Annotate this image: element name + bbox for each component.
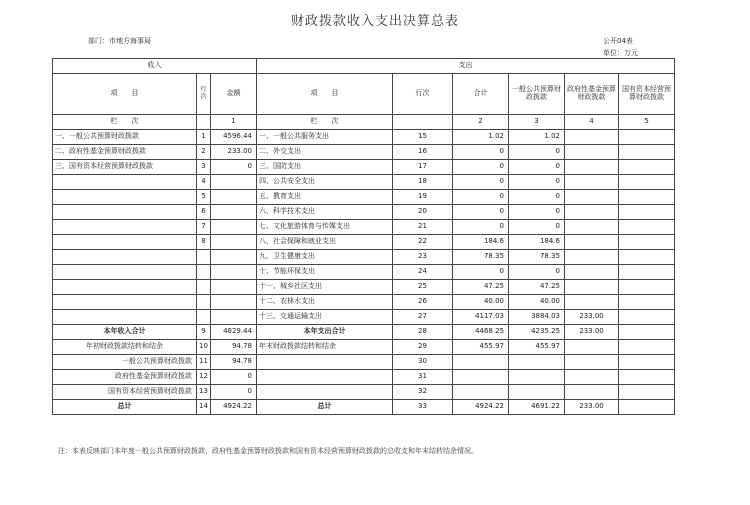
income-rownum [197,280,211,295]
income-rownum: 9 [197,325,211,340]
income-item [53,235,197,250]
expense-header: 支出 [257,59,675,74]
expense-total: 78.35 [453,250,509,265]
expense-item: 二、外交支出 [257,145,393,160]
expense-total: 0 [453,190,509,205]
expense-rownum: 31 [393,370,453,385]
table-row [53,295,675,310]
income-amount [211,235,257,250]
col-header-rownum2: 行次 [393,74,453,115]
income-amount: 0 [211,385,257,400]
expense-general: 4235.25 [509,325,565,340]
expense-statecap [619,190,675,205]
expense-general: 455.97 [509,340,565,355]
expense-item: 五、教育支出 [257,190,393,205]
col-header-govfund: 政府性基金预算财政拨款 [565,74,619,115]
income-item [53,295,197,310]
table-row [53,265,675,280]
expense-general: 3884.03 [509,310,565,325]
income-rownum: 4 [197,175,211,190]
income-rownum [197,295,211,310]
income-item: 一、一般公共预算财政拨款 [53,130,197,145]
income-item: 国有资本经营预算财政拨款 [53,385,197,400]
expense-govfund [565,340,619,355]
col-header-item: 项 目 [53,74,197,115]
expense-statecap [619,295,675,310]
expense-item: 年末财政拨款结转和结余 [257,340,393,355]
expense-general: 0 [509,205,565,220]
expense-total [453,370,509,385]
expense-rownum: 26 [393,295,453,310]
expense-total [453,355,509,370]
expense-item: 十一、城乡社区支出 [257,280,393,295]
expense-statecap [619,340,675,355]
expense-govfund [565,265,619,280]
col-num-1: 1 [211,115,257,130]
report-title: 财政拨款收入支出决算总表 [290,14,459,29]
expense-govfund [565,280,619,295]
expense-general: 4691.22 [509,400,565,415]
expense-total: 40.00 [453,295,509,310]
expense-rownum: 22 [393,235,453,250]
table-row [53,340,675,355]
expense-rownum: 33 [393,400,453,415]
expense-item: 十、节能环保支出 [257,265,393,280]
expense-statecap [619,175,675,190]
expense-total: 184.6 [453,235,509,250]
expense-item: 三、国防支出 [257,160,393,175]
col-header-total: 合计 [453,74,509,115]
expense-item: 十三、交通运输支出 [257,310,393,325]
expense-item [257,370,393,385]
expense-general: 184.6 [509,235,565,250]
expense-total: 47.25 [453,280,509,295]
table-row [53,370,675,385]
expense-total: 0 [453,220,509,235]
expense-general: 1.02 [509,130,565,145]
expense-govfund [565,175,619,190]
income-amount: 4924.22 [211,400,257,415]
income-item [53,175,197,190]
income-rownum: 12 [197,370,211,385]
expense-total: 0 [453,145,509,160]
expense-statecap [619,385,675,400]
expense-general: 0 [509,265,565,280]
expense-govfund [565,235,619,250]
expense-statecap [619,160,675,175]
income-amount: 94.78 [211,355,257,370]
department-label: 部门：市地方海事局 [88,37,151,45]
expense-item: 本年支出合计 [257,325,393,340]
expense-govfund [565,385,619,400]
income-item: 一般公共预算财政拨款 [53,355,197,370]
table-row [53,205,675,220]
income-amount [211,250,257,265]
expense-total: 4468.25 [453,325,509,340]
expense-general: 78.35 [509,250,565,265]
expense-statecap [619,265,675,280]
expense-statecap [619,235,675,250]
expense-general: 40.00 [509,295,565,310]
expense-govfund [565,160,619,175]
income-header: 收入 [53,59,257,74]
expense-item: 四、公共安全支出 [257,175,393,190]
income-rownum: 6 [197,205,211,220]
expense-rownum: 28 [393,325,453,340]
unit-label: 单位：万元 [603,49,638,57]
income-amount: 0 [211,160,257,175]
income-amount: 0 [211,370,257,385]
income-amount [211,310,257,325]
income-amount: 4829.44 [211,325,257,340]
expense-statecap [619,310,675,325]
expense-statecap [619,145,675,160]
expense-general [509,370,565,385]
income-amount [211,190,257,205]
expense-rownum: 23 [393,250,453,265]
expense-statecap [619,400,675,415]
expense-rownum: 32 [393,385,453,400]
income-item [53,310,197,325]
expense-statecap [619,250,675,265]
col-header-statecap: 国有资本经营预算财政拨款 [619,74,675,115]
table-row [53,310,675,325]
col-num-2: 2 [453,115,509,130]
budget-table [52,58,675,415]
income-amount [211,265,257,280]
col-num-3: 3 [509,115,565,130]
expense-govfund: 233.00 [565,310,619,325]
expense-item: 十二、农林水支出 [257,295,393,310]
expense-general: 0 [509,190,565,205]
expense-govfund [565,355,619,370]
col-header-rownum: 行次 [197,74,211,115]
income-rownum: 13 [197,385,211,400]
income-amount [211,205,257,220]
expense-total: 1.02 [453,130,509,145]
expense-general: 0 [509,160,565,175]
col-num-4: 4 [565,115,619,130]
expense-govfund [565,370,619,385]
table-row [53,385,675,400]
income-item: 三、国有资本经营预算财政拨款 [53,160,197,175]
expense-statecap [619,370,675,385]
expense-statecap [619,280,675,295]
income-amount [211,220,257,235]
expense-govfund: 233.00 [565,325,619,340]
expense-govfund [565,190,619,205]
expense-statecap [619,325,675,340]
table-row [53,355,675,370]
expense-item: 一、一般公共服务支出 [257,130,393,145]
income-item [53,220,197,235]
expense-general: 0 [509,220,565,235]
expense-total: 0 [453,205,509,220]
income-item [53,190,197,205]
income-rownum [197,250,211,265]
expense-rownum: 19 [393,190,453,205]
income-amount: 94.78 [211,340,257,355]
income-rownum: 10 [197,340,211,355]
expense-govfund [565,130,619,145]
income-amount: 233.00 [211,145,257,160]
expense-item: 九、卫生健康支出 [257,250,393,265]
expense-statecap [619,220,675,235]
expense-general: 0 [509,175,565,190]
income-rownum: 5 [197,190,211,205]
expense-govfund: 233.00 [565,400,619,415]
income-amount: 4596.44 [211,130,257,145]
table-row [53,400,675,415]
expense-govfund [565,220,619,235]
expense-govfund [565,295,619,310]
expense-rownum: 18 [393,175,453,190]
income-item [53,205,197,220]
income-amount [211,295,257,310]
expense-total: 4117.03 [453,310,509,325]
expense-rownum: 15 [393,130,453,145]
table-row [53,190,675,205]
table-row [53,235,675,250]
income-rownum: 7 [197,220,211,235]
income-rownum [197,310,211,325]
footnote: 注：本表反映部门本年度一般公共预算财政拨款、政府性基金预算财政拨款和国有资本经营预算财政拨款的总收支和年末结转结余情况。 [58,447,478,455]
col-num-5: 5 [619,115,675,130]
expense-statecap [619,355,675,370]
expense-item [257,355,393,370]
income-item: 本年收入合计 [53,325,197,340]
income-rownum [197,265,211,280]
income-rownum: 11 [197,355,211,370]
expense-total [453,385,509,400]
income-rownum: 2 [197,145,211,160]
expense-total: 0 [453,265,509,280]
income-item [53,280,197,295]
table-row [53,175,675,190]
expense-general: 0 [509,145,565,160]
col-label-2: 栏 次 [257,115,393,130]
expense-statecap [619,130,675,145]
expense-rownum: 25 [393,280,453,295]
table-row [53,145,675,160]
expense-govfund [565,250,619,265]
expense-statecap [619,205,675,220]
col-header-amount: 金额 [211,74,257,115]
income-rownum: 8 [197,235,211,250]
expense-govfund [565,145,619,160]
col-header-general: 一般公共预算财政拨款 [509,74,565,115]
expense-rownum: 24 [393,265,453,280]
table-row [53,220,675,235]
income-item [53,265,197,280]
form-number: 公开04表 [603,37,633,45]
table-row [53,280,675,295]
income-rownum: 14 [197,400,211,415]
expense-rownum: 20 [393,205,453,220]
col-header-item2: 项 目 [257,74,393,115]
expense-total: 455.97 [453,340,509,355]
income-rownum: 1 [197,130,211,145]
expense-rownum: 29 [393,340,453,355]
income-rownum: 3 [197,160,211,175]
income-amount [211,280,257,295]
income-item: 二、政府性基金预算财政拨款 [53,145,197,160]
expense-total: 0 [453,175,509,190]
income-amount [211,175,257,190]
expense-item: 八、社会保障和就业支出 [257,235,393,250]
table-row [53,250,675,265]
income-item: 总计 [53,400,197,415]
expense-rownum: 30 [393,355,453,370]
table-row [53,160,675,175]
expense-item: 七、文化旅游体育与传媒支出 [257,220,393,235]
expense-item: 六、科学技术支出 [257,205,393,220]
expense-rownum: 27 [393,310,453,325]
income-item [53,250,197,265]
col-label: 栏 次 [53,115,197,130]
expense-general [509,355,565,370]
income-item: 政府性基金预算财政拨款 [53,370,197,385]
expense-total: 0 [453,160,509,175]
expense-general [509,385,565,400]
expense-total: 4924.22 [453,400,509,415]
expense-govfund [565,205,619,220]
expense-general: 47.25 [509,280,565,295]
expense-item [257,385,393,400]
expense-rownum: 17 [393,160,453,175]
table-row [53,325,675,340]
income-item: 年初财政拨款结转和结余 [53,340,197,355]
expense-rownum: 16 [393,145,453,160]
expense-item: 总计 [257,400,393,415]
table-row [53,130,675,145]
expense-rownum: 21 [393,220,453,235]
